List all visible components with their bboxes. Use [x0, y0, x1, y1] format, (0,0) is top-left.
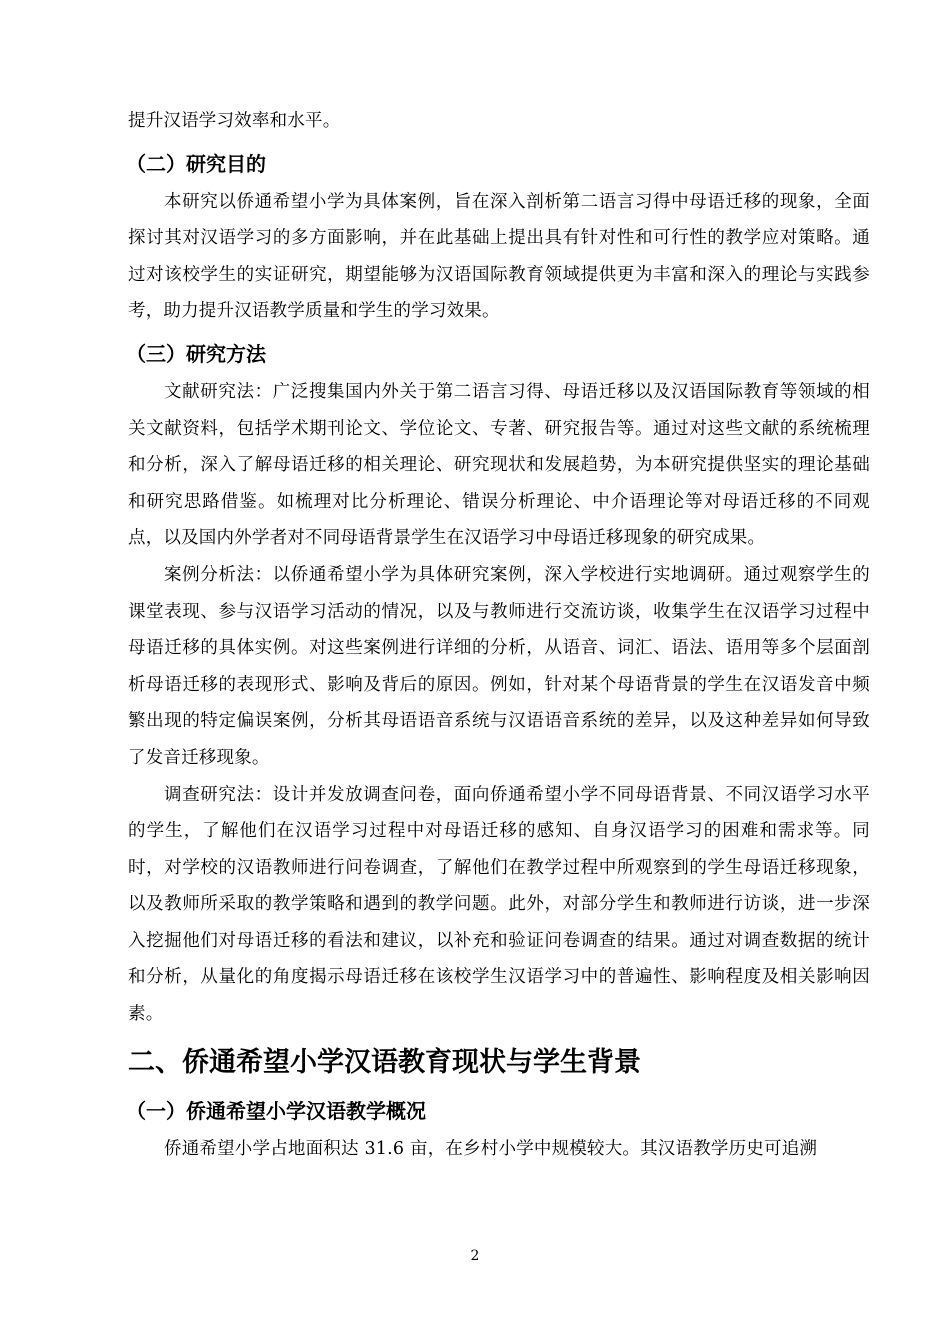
- section-heading-teaching-overview: （一）侨通希望小学汉语教学概况: [126, 1098, 426, 1123]
- chapter-heading: 二、侨通希望小学汉语教育现状与学生背景: [128, 1046, 641, 1078]
- section-heading-research-purpose: （二）研究目的: [126, 151, 266, 176]
- section-heading-research-methods: （三）研究方法: [126, 341, 266, 366]
- paragraph-research-purpose: 本研究以侨通希望小学为具体案例，旨在深入剖析第二语言习得中母语迁移的现象，全面探讨其对汉语学习的多方面影响，并在此基础上提出具有针对性和可行性的教学应对策略。通过对该校学生的实证研究，期望能够为汉语国际教育领域提供更为丰富和深入的理论与实践参考，助力提升汉语教学质量和学生的学习效果。: [128, 191, 870, 322]
- paragraph-continued: 提升汉语学习效率和水平。: [128, 111, 341, 131]
- paragraph-survey-method: 调查研究法：设计并发放调查问卷，面向侨通希望小学不同母语背景、不同汉语学习水平的学生，了解他们在汉语学习过程中对母语迁移的感知、自身汉语学习的困难和需求等。同时，对学校的汉语教师进行问卷调查，了解他们在教学过程中所观察到的学生母语迁移现象，以及教师所采取的教学策略和遇到的教学问题。此外，对部分学生和教师进行访谈，进一步深入挖掘他们对母语迁移的看法和建议，以补充和验证问卷调查的结果。通过对调查数据的统计和分析，从量化的角度揭示母语迁移在该校学生汉语学习中的普遍性、影响程度及相关影响因素。: [128, 784, 870, 1025]
- page-number: 2: [470, 1248, 480, 1264]
- paragraph-school-overview: 侨通希望小学占地面积达 31.6 亩，在乡村小学中规模较大。其汉语教学历史可追溯: [164, 1138, 818, 1159]
- page-body: [128, 103, 870, 1167]
- paragraph-case-analysis-method: 案例分析法：以侨通希望小学为具体研究案例，深入学校进行实地调研。通过观察学生的课堂表现、参与汉语学习活动的情况，以及与教师进行交流访谈，收集学生在汉语学习过程中母语迁移的具体实例。对这些案例进行详细的分析，从语音、词汇、语法、语用等多个层面剖析母语迁移的表现形式、影响及背后的原因。例如，针对某个母语背景的学生在汉语发音中频繁出现的特定偏误案例，分析其母语语音系统与汉语语音系统的差异，以及这种差异如何导致了发音迁移现象。: [128, 564, 870, 768]
- paragraph-literature-method: 文献研究法：广泛搜集国内外关于第二语言习得、母语迁移以及汉语国际教育等领域的相关文献资料，包括学术期刊论文、学位论文、专著、研究报告等。通过对这些文献的系统梳理和分析，深入了解母语迁移的相关理论、研究现状和发展趋势，为本研究提供坚实的理论基础和研究思路借鉴。如梳理对比分析理论、错误分析理论、中介语理论等对母语迁移的不同观点，以及国内外学者对不同母语背景学生在汉语学习中母语迁移现象的研究成果。: [128, 381, 870, 549]
